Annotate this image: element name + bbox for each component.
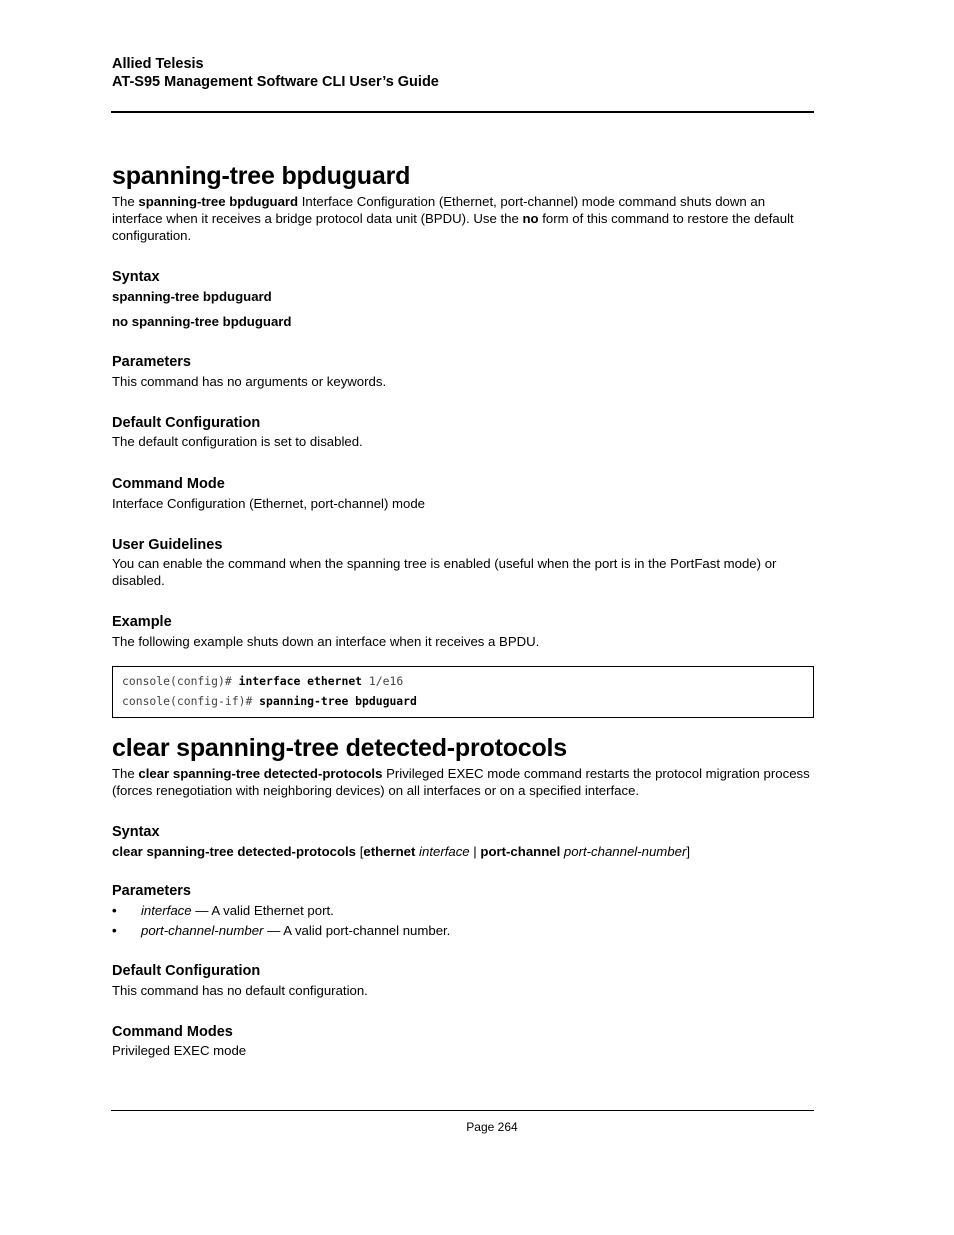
code-example [112, 666, 814, 718]
syntax-heading: Syntax [112, 824, 160, 840]
parameters-text: This command has no arguments or keywords. [112, 374, 387, 389]
syntax-line: spanning-tree bpduguard [112, 289, 272, 304]
list-item: • port-channel-number — A valid port-channel number. [112, 921, 814, 941]
bpduguard-intro: The spanning-tree bpduguard Interface Configuration (Ethernet, port-channel) mode command shuts down an interface when it receives a bridge protocol data unit (BPDU). Use the no form of this command to restore the default configuration. [112, 194, 794, 243]
syntax-heading: Syntax [112, 269, 160, 285]
page-number: Page 264 [466, 1120, 518, 1134]
default-config-heading: Default Configuration [112, 963, 261, 979]
company-name: Allied Telesis [112, 56, 204, 72]
example-text: The following example shuts down an interface when it receives a BPDU. [112, 634, 540, 649]
footer-divider [111, 1110, 814, 1111]
parameters-list [112, 901, 814, 941]
syntax-line-no: no spanning-tree bpduguard [112, 314, 292, 329]
command-mode-heading: Command Mode [112, 476, 225, 492]
default-config-text: The default configuration is set to disabled. [112, 434, 363, 449]
list-item: • interface — A valid Ethernet port. [112, 901, 814, 921]
command-modes-text: Privileged EXEC mode [112, 1043, 247, 1058]
guide-title: AT-S95 Management Software CLI User’s Guide [112, 74, 439, 90]
parameters-heading: Parameters [112, 883, 191, 899]
default-config-heading: Default Configuration [112, 415, 261, 431]
clear-intro: The clear spanning-tree detected-protocols Privileged EXEC mode command restarts the protocol migration process (forces renegotiation with neighboring devices) on all interfaces or on a specified interface. [112, 766, 810, 798]
code-line: console(config-if)# spanning-tree bpduguard [122, 694, 417, 708]
syntax-line: clear spanning-tree detected-protocols [ethernet interface | port-channel port-channel-number] [112, 844, 691, 859]
user-guidelines-text: You can enable the command when the spanning tree is enabled (useful when the port is in the PortFast mode) or disabled. [112, 556, 777, 588]
page-header [112, 55, 814, 91]
section-title-bpduguard: spanning-tree bpduguard [112, 162, 411, 190]
command-mode-text: Interface Configuration (Ethernet, port-channel) mode [112, 496, 426, 511]
code-line: console(config)# interface ethernet 1/e16 [122, 674, 404, 688]
user-guidelines-heading: User Guidelines [112, 537, 223, 553]
header-divider [111, 111, 814, 113]
parameters-heading: Parameters [112, 354, 191, 370]
default-config-text: This command has no default configuration. [112, 983, 368, 998]
example-heading: Example [112, 614, 172, 630]
command-modes-heading: Command Modes [112, 1024, 233, 1040]
page-content [112, 160, 814, 1059]
section-title-clear-detected-protocols: clear spanning-tree detected-protocols [112, 734, 567, 762]
